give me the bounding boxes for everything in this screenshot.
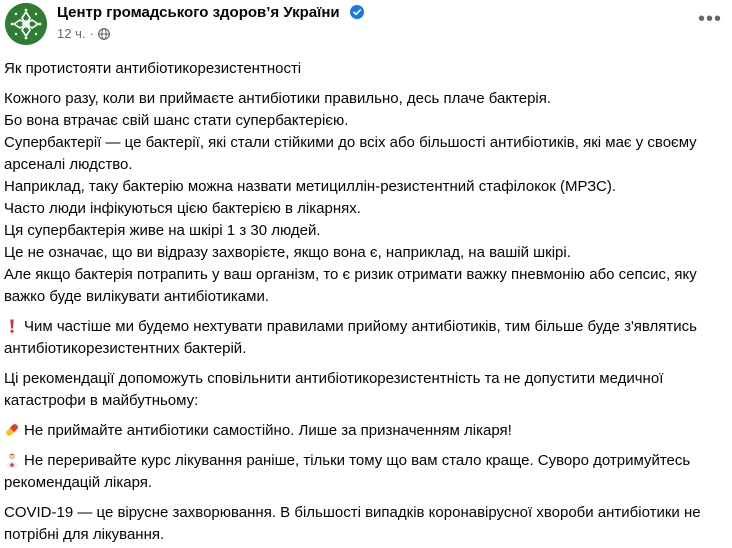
health-worker-emoji-icon	[4, 452, 20, 468]
more-options-button[interactable]: •••	[698, 8, 723, 30]
text-line: Кожного разу, коли ви приймаєте антибіотики правильно, десь плаче бактерія.	[4, 90, 552, 107]
paragraph-warning	[4, 316, 728, 360]
warning-text: Чим частіше ми будемо нехтувати правилами прийому антибіотиків, тим більше буде з'являтись антибіотикорезистентних бактерій.	[4, 318, 697, 357]
text-line: Супербактерії — це бактерії, які стали стійкими до всіх або більшості антибіотиків, які має у своєму арсеналі людство.	[4, 134, 697, 173]
paragraph-covid: COVID-19 — це вірусне захворювання. В більшості випадків коронавірусної хвороби антибіотики не потрібні для лікування.	[4, 504, 701, 543]
paragraph-tip-2	[4, 450, 728, 494]
post-header	[0, 0, 732, 50]
organization-logo-icon[interactable]	[5, 3, 47, 45]
text-line: Наприклад, таку бактерію можна назвати метициллін-резистентний стафілокок (МРЗС).	[4, 178, 617, 195]
text-line: Це не означає, що ви відразу захворієте, якщо вона є, наприклад, на вашій шкірі.	[4, 244, 571, 261]
pill-emoji-icon	[4, 422, 20, 438]
tip-1-text: Не приймайте антибіотики самостійно. Лише за призначенням лікаря!	[24, 422, 512, 439]
post-title: Як протистояти антибіотикорезистентності	[4, 60, 302, 77]
tip-2-text: Не переривайте курс лікування раніше, тільки тому що вам стало краще. Суворо дотримуйтесь рекомендацій лікаря.	[4, 452, 691, 491]
paragraph-main	[4, 88, 728, 308]
paragraph-tip-1	[4, 420, 728, 442]
red-exclamation-emoji-icon	[4, 318, 20, 334]
text-line: Але якщо бактерія потрапить у ваш організм, то є ризик отримати важку пневмонію або сепсис, яку важко буде вилікувати антибіотиками.	[4, 266, 697, 305]
post-meta	[57, 26, 110, 41]
post-body	[4, 58, 728, 546]
verified-badge-icon	[350, 5, 364, 19]
text-line: Часто люди інфікуються цією бактерією в лікарнях.	[4, 200, 361, 217]
paragraph-recommendations: Ці рекомендації допоможуть сповільнити антибіотикорезистентність та не допустити медичної катастрофи в майбутньому:	[4, 370, 664, 409]
meta-separator: ·	[89, 26, 94, 41]
text-line: Бо вона втрачає свій шанс стати супербактерією.	[4, 112, 349, 129]
page-name-link[interactable]	[57, 4, 364, 21]
page-name-text[interactable]: Центр громадського здоров’я України	[57, 4, 340, 21]
text-line: Ця супербактерія живе на шкірі 1 з 30 людей.	[4, 222, 321, 239]
post-timestamp[interactable]: 12 ч.	[57, 26, 86, 41]
globe-icon[interactable]	[98, 28, 110, 40]
